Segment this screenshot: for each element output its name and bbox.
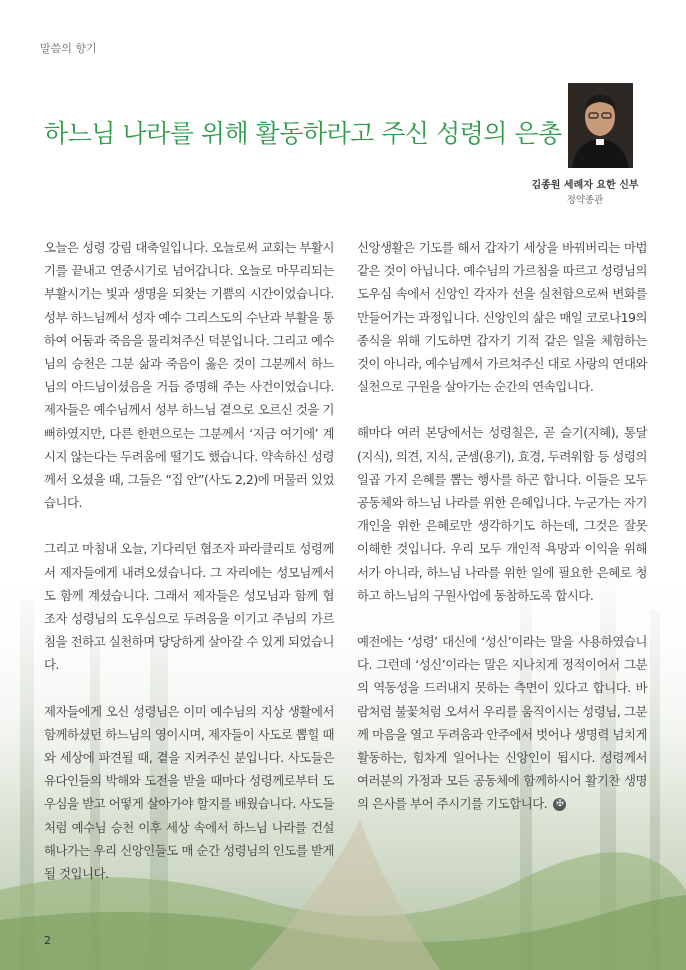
right-column — [357, 236, 647, 839]
author-info — [520, 176, 650, 206]
author-photo — [568, 83, 633, 168]
author-affiliation: 정약종관 — [566, 195, 604, 206]
paragraph: 신앙생활은 기도를 해서 갑자기 세상을 바꿔버리는 마법 같은 것이 아닙니다. 예수님의 가르침을 따르고 성령님의 도우심 속에서 신앙인 각자가 선을 실천함으로써 변화를 만들어가는 과정입니다. 신앙인의 삶은 매일 코로나19의 종식을 위해 기도하면 갑자기 기적 같은 일을 체험하는 것이 아니라, 예수님께서 가르쳐주신 대로 사랑의 연대와 실천으로 구원을 살아가는 순간의 연속입니다. — [357, 240, 647, 395]
paragraph: 오늘은 성령 강림 대축일입니다. 오늘로써 교회는 부활시기를 끝내고 연중시기로 넘어갑니다. 오늘로 마무리되는 부활시기는 빛과 생명을 되찾는 기쁨의 시간이었습니다. 성부 하느님께서 성자 예수 그리스도의 수난과 부활을 통하여 어둠과 죽음을 물리쳐주신 덕분입니다. 그리고 예수님의 승천은 그분 삶과 죽음이 옳은 것이 그분께서 하느님의 아드님이셨음을 거듭 증명해 주는 사건이었습니다. 제자들은 예수님께서 성부 하느님 곁으로 오르신 것을 기뻐하였지만, 다른 한편으로는 그분께서 ‘지금 여기에’ 계시지 않는다는 두려움에 떨기도 했습니다. 약속하신 성령께서 오셨을 때, 그들은 “집 안”(사도 2,2)에 머물러 있었습니다. — [44, 240, 334, 511]
author-name: 김종원 세례자 요한 신부 — [531, 180, 639, 191]
paragraph: 그리고 마침내 오늘, 기다리던 협조자 파라클리토 성령께서 제자들에게 내려오셨습니다. 그 자리에는 성모님께서도 함께 계셨습니다. 그래서 제자들은 성모님과 함께 협조자 성령님의 도우심으로 두려움을 이기고 주님의 가르침을 전하고 실천하며 당당하게 살아갈 수 있게 되었습니다. — [44, 541, 334, 673]
paragraph-text: 예전에는 ‘성령’ 대신에 ‘성신’이라는 말을 사용하였습니다. 그런데 ‘성신’이라는 말은 지나치게 정적이어서 그분의 역동성을 드러내지 못하는 측면이 있다고 합니다. 바람처럼 불꽃처럼 오셔서 우리를 움직이시는 성령님, 그분께 마음을 열고 두려움과 안주에서 벗어나 생명력 넘치게 활동하는, 힘차게 일어나는 신앙인이 됩시다. 성령께서 여러분의 가정과 모든 공동체에 함께하시어 활기찬 생명의 은사를 부어 주시기를 기도합니다. — [357, 634, 647, 812]
paragraph: 제자들에게 오신 성령님은 이미 예수님의 지상 생활에서 함께하셨던 하느님의 영이시며, 제자들이 사도로 뽑힐 때와 세상에 파견될 때, 곁을 지켜주신 분입니다. 사도들은 유다인들의 박해와 도전을 받을 때마다 성령께로부터 도우심을 받고 어떻게 살아가야 할지를 배웠습니다. 사도들처럼 예수님 승천 이후 세상 속에서 하느님 나라를 건설해나가는 우리 신앙인들도 매 순간 성령님의 인도를 받게 될 것입니다. — [44, 703, 334, 882]
section-label: 말씀의 향기 — [40, 42, 97, 55]
paragraph-last — [357, 630, 647, 816]
cross-icon: ✠ — [553, 798, 566, 811]
page-number: 2 — [44, 934, 51, 947]
page-title: 하느님 나라를 위해 활동하라고 주신 성령의 은총 — [44, 119, 562, 148]
left-column — [44, 236, 334, 908]
paragraph: 해마다 여러 본당에서는 성령칠은, 곧 슬기(지혜), 통달(지식), 의견, 지식, 굳셈(용기), 효경, 두려워함 등 성령의 일곱 가지 은혜를 뽑는 행사를 하곤 합니다. 이들은 모두 공동체와 하느님 나라를 위한 은혜입니다. 누군가는 자기 개인을 위한 은혜로만 생각하기도 하는데, 그것은 잘못 이해한 것입니다. 우리 모두 개인적 욕망과 이익을 위해서가 아니라, 하느님 나라를 위한 일에 필요한 은혜로 청하고 하느님의 구원사업에 동참하도록 합시다. — [357, 425, 647, 603]
